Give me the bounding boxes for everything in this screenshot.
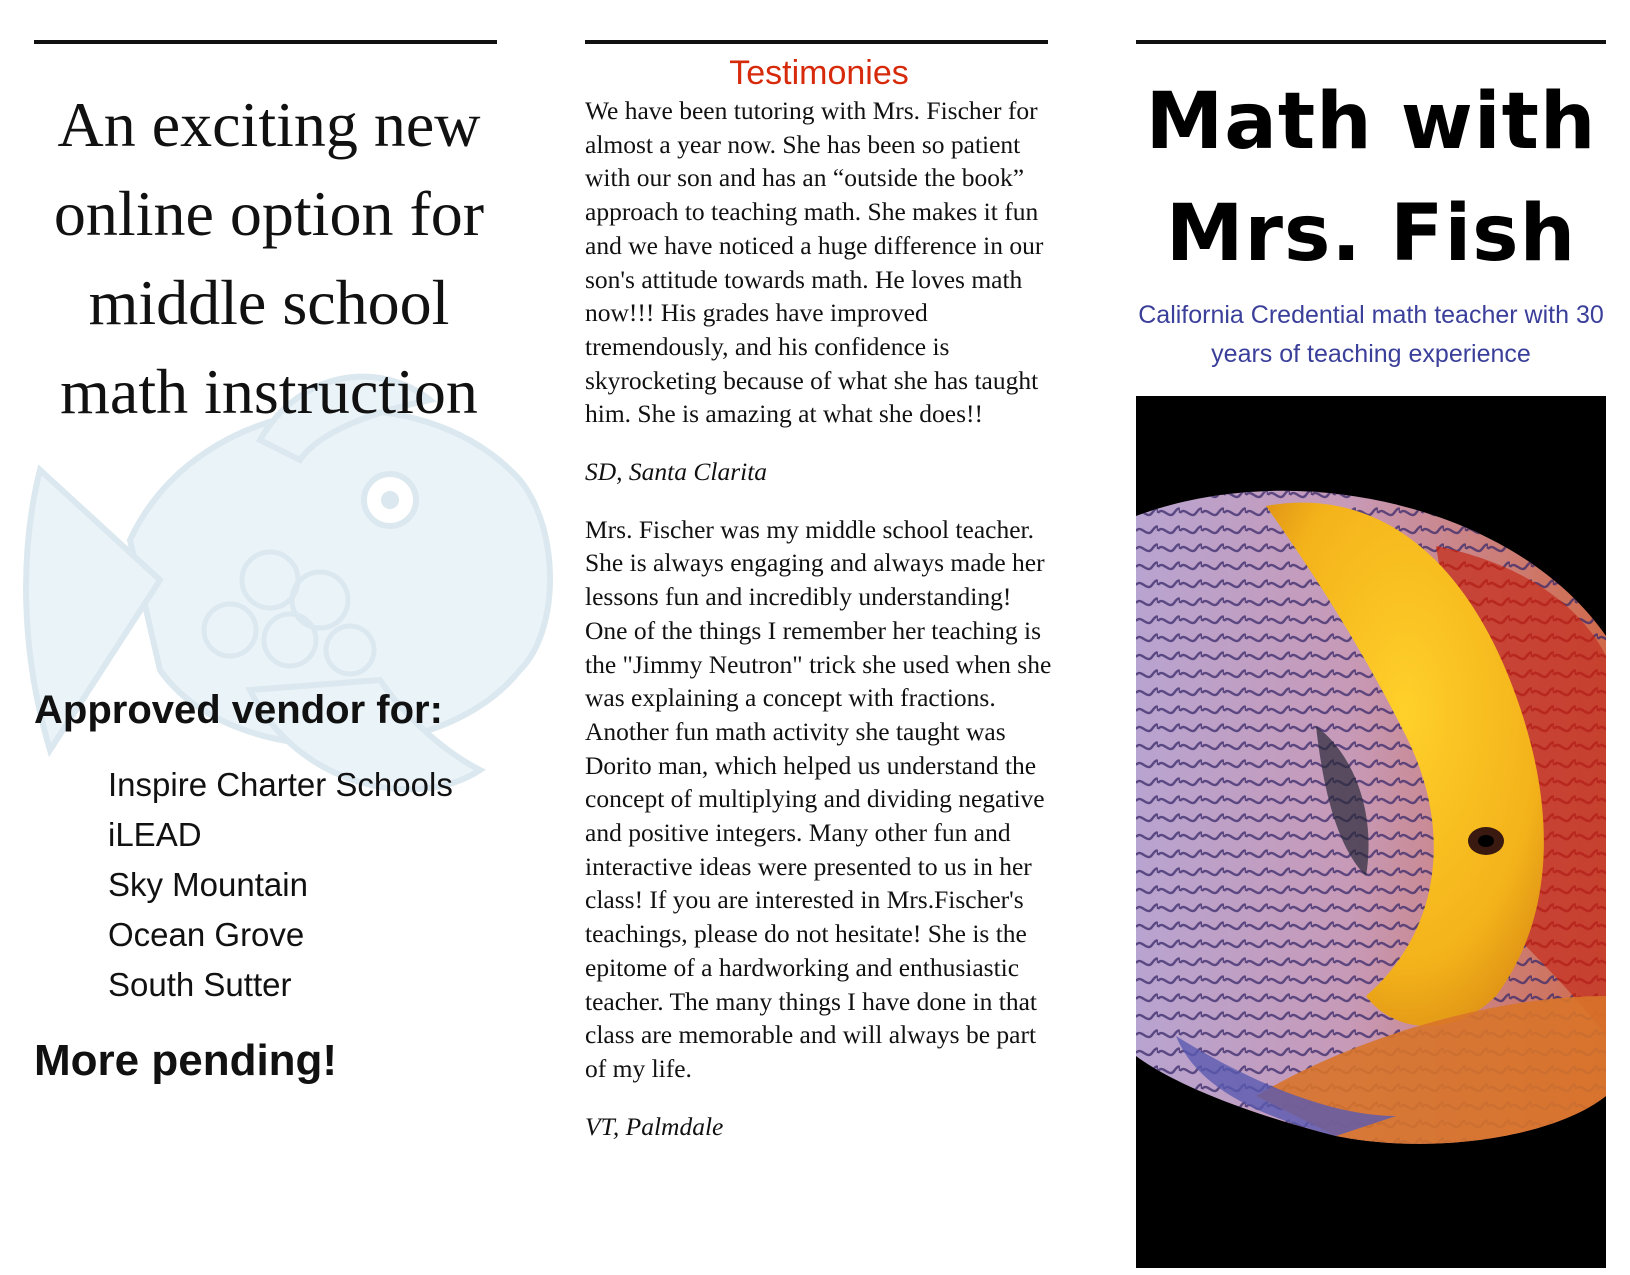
more-pending: More pending! [34, 1036, 338, 1085]
discus-fish-photo [1136, 396, 1606, 1268]
headline: An exciting new online option for middle school math instruction [53, 89, 485, 427]
testimonial-author: SD, Santa Clarita [585, 457, 768, 487]
left-top-rule [34, 40, 497, 44]
vendor-item: Inspire Charter Schools [108, 766, 453, 803]
testimonial-author: VT, Palmdale [585, 1111, 724, 1141]
vendor-heading: Approved vendor for: [34, 688, 443, 732]
vendor-item: Sky Mountain [108, 866, 308, 903]
vendor-item: South Sutter [108, 966, 292, 1003]
testimonies-column [585, 52, 1053, 1167]
vendor-item: Ocean Grove [108, 916, 305, 953]
vendor-item: iLEAD [108, 816, 202, 853]
right-top-rule [1136, 40, 1606, 44]
brochure-subtitle: California Credential math teacher with 30 years of teaching experience [1138, 301, 1604, 368]
testimonial-text: We have been tutoring with Mrs. Fischer for almost a year now. She has been so patient with our son and has an “outside the book” approach to teaching math. She makes it fun and we have noticed a huge difference in our son's attitude towards math. He loves math now!!! His grades have improved tremendously, and his confidence is skyrocketing because of what she has taught him. She is amazing at what she does!! [585, 96, 1044, 429]
testimonies-title: Testimonies [729, 54, 909, 92]
brochure-title: Math with Mrs. Fish [1145, 77, 1597, 279]
middle-top-rule [585, 40, 1048, 44]
testimonial-text: Mrs. Fischer was my middle school teacher. She is always engaging and always made her lessons fun and incredibly understanding! One of the things I remember her teaching is the "Jimmy Neutron" trick she used when she was explaining a concept with fractions. Another fun math activity she taught was Dorito man, which helped us understand the concept of multiplying and dividing negative and positive integers. Many other fun and interactive ideas were presented to us in her class! If you are interested in Mrs.Fischer's teachings, please do not hesitate! She is the epitome of a hardworking and enthusiastic teacher. The many things I have done in that class are memorable and will always be part of my life. [585, 514, 1052, 1083]
discus-fish-icon [1136, 396, 1606, 1268]
vendor-list [108, 760, 453, 1010]
